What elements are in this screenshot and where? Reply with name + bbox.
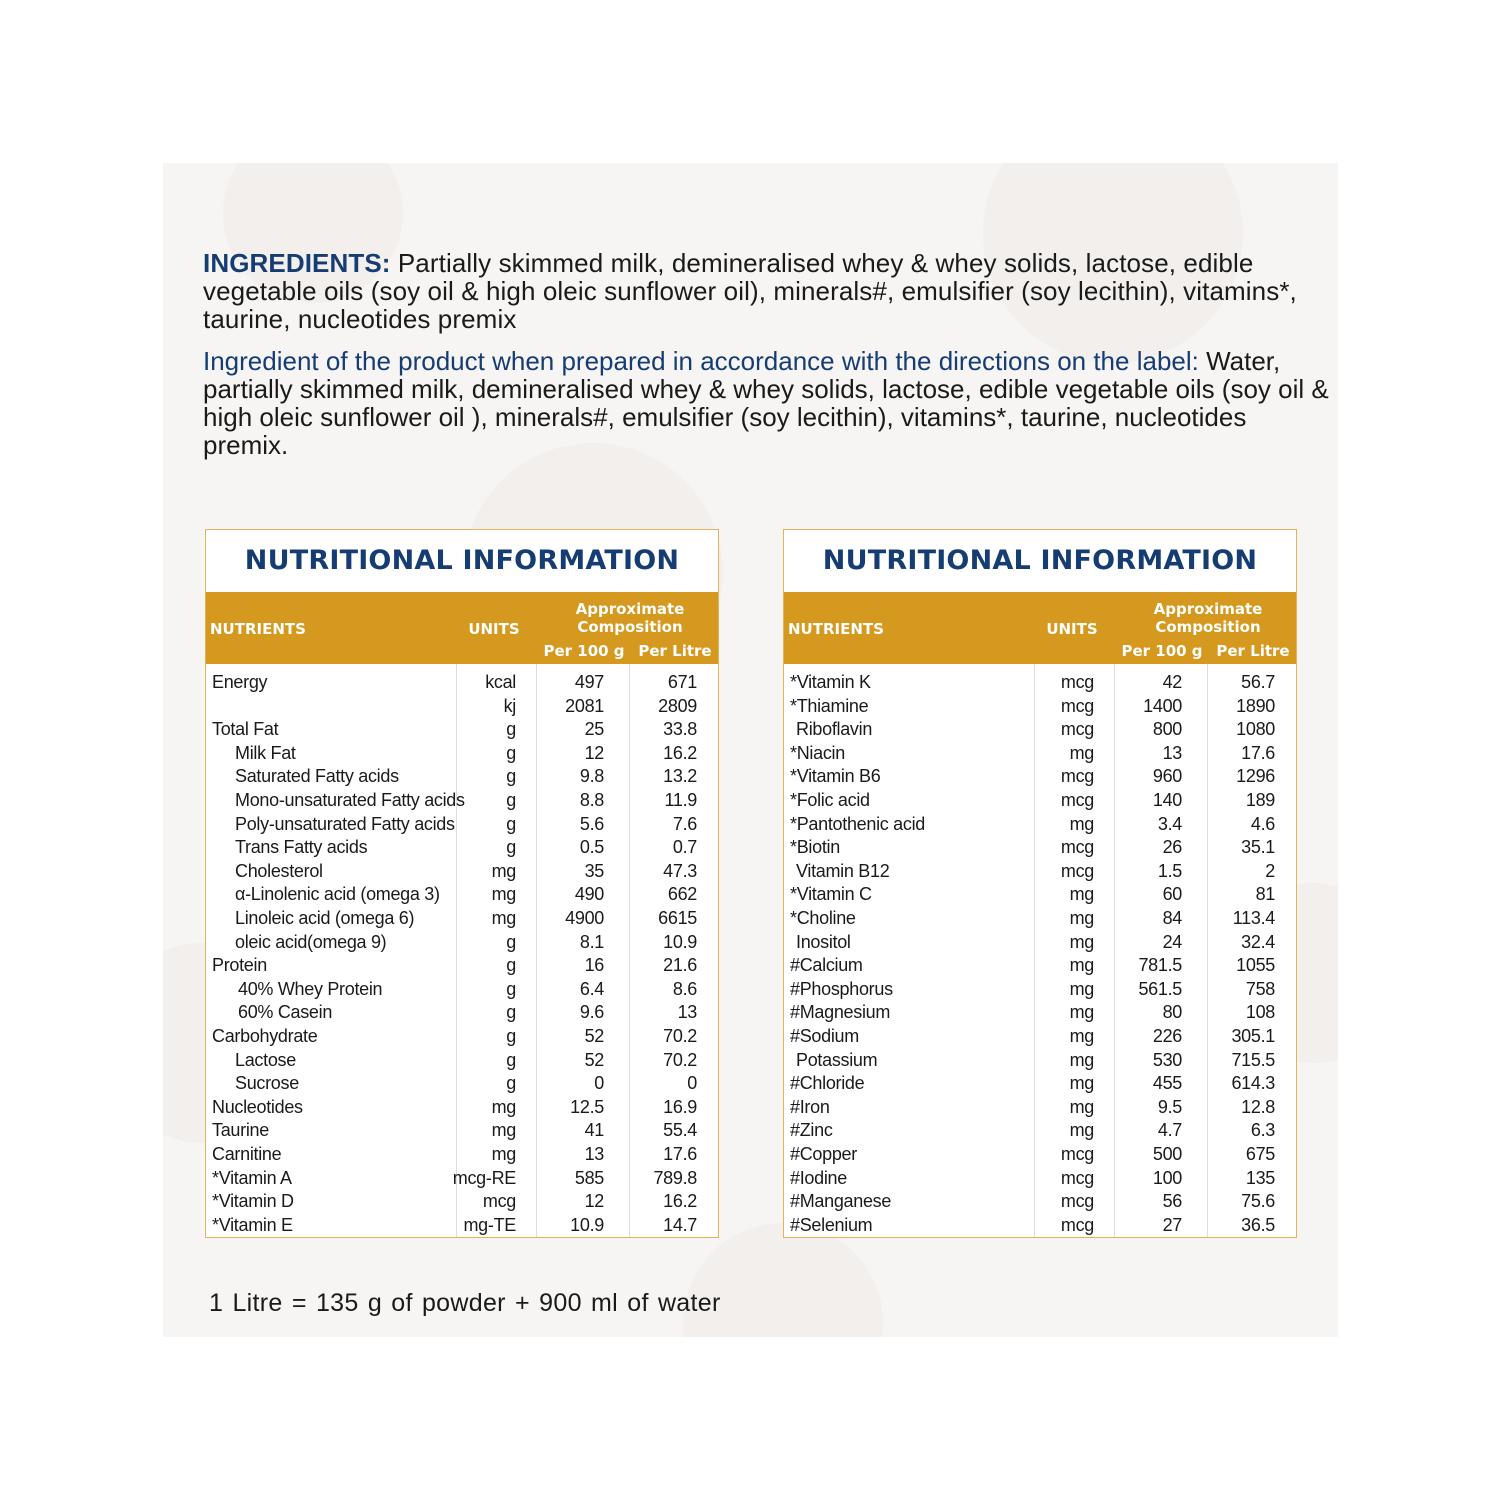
- nutrient-unit: mg: [1069, 1049, 1094, 1070]
- value-per-litre: 14.7: [663, 1214, 697, 1235]
- value-per-100g: 800: [1152, 719, 1182, 740]
- value-per-litre: 17.6: [1241, 742, 1275, 763]
- nutrient-unit: kcal: [485, 672, 516, 692]
- nutrient-name: Lactose: [235, 1049, 296, 1070]
- value-per-100g: 6.4: [579, 978, 604, 999]
- nutrient-name: α-Linolenic acid (omega 3): [235, 884, 440, 905]
- value-per-litre: 1890: [1236, 695, 1275, 716]
- nutrient-name: *Vitamin E: [212, 1214, 293, 1235]
- nutrient-name: Carnitine: [212, 1144, 282, 1164]
- header-units: UNITS: [1046, 620, 1098, 638]
- nutrient-name: 40% Whey Protein: [238, 978, 383, 999]
- value-per-litre: 113.4: [1232, 908, 1275, 928]
- value-per-100g: 781.5: [1138, 955, 1182, 976]
- nutrient-unit: mg: [1069, 742, 1094, 763]
- nutrient-unit: mcg: [1060, 1167, 1094, 1188]
- nutrient-unit: kj: [503, 695, 516, 716]
- value-per-100g: 41: [584, 1120, 604, 1141]
- nutrient-name: #Calcium: [790, 955, 863, 976]
- value-per-litre: 6615: [658, 908, 697, 928]
- table-row: [206, 860, 718, 883]
- nutrient-unit: mg: [491, 884, 516, 905]
- value-per-100g: 226: [1152, 1026, 1182, 1046]
- value-per-100g: 585: [574, 1167, 604, 1188]
- nutrient-name: #Iodine: [790, 1167, 847, 1188]
- value-per-litre: 189: [1245, 790, 1275, 810]
- value-per-litre: 16.2: [663, 742, 697, 763]
- nutrition-table-header: [206, 592, 718, 664]
- nutrient-name: *Vitamin D: [212, 1191, 294, 1212]
- table-row: [784, 954, 1296, 977]
- value-per-100g: 530: [1152, 1049, 1182, 1070]
- table-row: [206, 1190, 718, 1213]
- value-per-litre: 2: [1265, 860, 1275, 881]
- table-row: [784, 813, 1296, 836]
- table-row: [784, 1190, 1296, 1213]
- value-per-100g: 52: [584, 1049, 604, 1070]
- header-per-100g: Per 100 g: [543, 642, 625, 660]
- nutrition-table-header: [784, 592, 1296, 664]
- value-per-litre: 1080: [1236, 719, 1275, 740]
- nutrient-unit: g: [506, 766, 516, 787]
- nutrient-name: Nucleotides: [212, 1096, 303, 1117]
- nutrient-unit: g: [506, 790, 516, 810]
- value-per-100g: 35: [584, 860, 604, 881]
- value-per-100g: 26: [1162, 837, 1182, 858]
- value-per-100g: 455: [1152, 1073, 1182, 1094]
- nutrient-unit: mg: [1069, 813, 1094, 834]
- table-row: [784, 931, 1296, 954]
- preparation-ratio-note: 1 Litre = 135 g of powder + 900 ml of water: [209, 1289, 721, 1317]
- nutrient-unit: g: [506, 1073, 516, 1094]
- value-per-100g: 4900: [565, 908, 604, 928]
- nutrient-name: *Niacin: [790, 742, 845, 763]
- value-per-litre: 11.9: [664, 790, 697, 810]
- nutrient-name: *Vitamin B6: [790, 766, 881, 787]
- nutrient-unit: mg: [1069, 908, 1094, 928]
- value-per-100g: 84: [1162, 908, 1182, 928]
- value-per-litre: 614.3: [1231, 1073, 1275, 1094]
- value-per-litre: 7.6: [672, 813, 697, 834]
- value-per-100g: 0: [594, 1073, 604, 1094]
- nutrient-name: *Vitamin C: [790, 884, 872, 905]
- table-row: [206, 1214, 718, 1237]
- value-per-litre: 33.8: [663, 719, 697, 740]
- value-per-litre: 12.8: [1241, 1096, 1275, 1117]
- nutrient-name: Sucrose: [235, 1073, 299, 1094]
- table-row: [206, 1072, 718, 1095]
- nutrient-name: #Chloride: [790, 1073, 865, 1094]
- table-row: [206, 765, 718, 788]
- nutrient-name: Inositol: [796, 931, 851, 952]
- nutrient-unit: mcg: [482, 1191, 516, 1212]
- nutrient-name: #Zinc: [790, 1120, 833, 1141]
- value-per-litre: 13: [677, 1002, 697, 1023]
- table-row: [784, 671, 1296, 694]
- value-per-litre: 0: [687, 1073, 697, 1094]
- table-row: [784, 765, 1296, 788]
- nutrient-unit: mcg: [1060, 719, 1094, 740]
- value-per-litre: 55.4: [663, 1120, 697, 1141]
- value-per-100g: 52: [584, 1026, 604, 1046]
- value-per-litre: 6.3: [1250, 1120, 1275, 1141]
- value-per-100g: 12: [584, 742, 604, 763]
- table-row: [206, 836, 718, 859]
- table-row: [784, 789, 1296, 812]
- value-per-litre: 13.2: [663, 766, 697, 787]
- table-row: [206, 883, 718, 906]
- value-per-litre: 4.6: [1250, 813, 1275, 834]
- table-row: [206, 742, 718, 765]
- value-per-litre: 1296: [1236, 766, 1275, 787]
- value-per-litre: 108: [1245, 1002, 1275, 1023]
- nutrient-name: Poly-unsaturated Fatty acids: [235, 813, 455, 834]
- value-per-litre: 75.6: [1241, 1191, 1275, 1212]
- nutrient-name: Vitamin B12: [796, 860, 890, 881]
- value-per-100g: 24: [1162, 931, 1182, 952]
- nutrition-table-body: [784, 664, 1296, 1237]
- nutrient-unit: g: [506, 931, 516, 952]
- value-per-100g: 80: [1162, 1002, 1182, 1023]
- table-row: [206, 813, 718, 836]
- value-per-100g: 2081: [565, 695, 604, 716]
- table-row: [206, 931, 718, 954]
- table-row: [206, 954, 718, 977]
- table-row: [206, 1119, 718, 1142]
- value-per-litre: 21.6: [663, 955, 697, 976]
- nutrient-unit: g: [506, 955, 516, 976]
- value-per-100g: 4.7: [1157, 1120, 1182, 1141]
- table-row: [206, 1167, 718, 1190]
- table-row: [206, 1049, 718, 1072]
- value-per-100g: 12.5: [570, 1096, 604, 1117]
- background-bubble: [683, 1223, 883, 1337]
- value-per-litre: 16.2: [663, 1191, 697, 1212]
- ingredients-label: INGREDIENTS:: [203, 248, 391, 278]
- value-per-100g: 9.6: [579, 1002, 604, 1023]
- value-per-litre: 671: [667, 672, 697, 692]
- nutrient-unit: mg: [1069, 1026, 1094, 1046]
- header-per-litre: Per Litre: [1216, 642, 1290, 660]
- value-per-litre: 16.9: [663, 1096, 697, 1117]
- nutrient-name: #Copper: [790, 1144, 857, 1164]
- nutrient-unit: mg: [491, 1144, 516, 1164]
- nutrient-name: #Manganese: [790, 1191, 892, 1212]
- value-per-litre: 1055: [1236, 955, 1275, 976]
- nutrient-unit: mg: [1069, 1073, 1094, 1094]
- nutrient-unit: g: [506, 1002, 516, 1023]
- table-row: [784, 836, 1296, 859]
- table-row: [206, 907, 718, 930]
- nutrient-unit: mcg-RE: [452, 1167, 516, 1188]
- value-per-100g: 9.8: [579, 766, 604, 787]
- table-row: [784, 883, 1296, 906]
- value-per-100g: 561.5: [1138, 978, 1182, 999]
- value-per-100g: 500: [1152, 1144, 1182, 1164]
- nutrient-unit: g: [506, 1026, 516, 1046]
- value-per-100g: 0.5: [579, 837, 604, 858]
- value-per-litre: 70.2: [663, 1049, 697, 1070]
- nutrient-unit: mg: [491, 908, 516, 928]
- value-per-litre: 17.6: [663, 1144, 697, 1164]
- value-per-100g: 13: [1162, 742, 1182, 763]
- nutrient-unit: mg: [1069, 931, 1094, 952]
- table-row: [206, 671, 718, 694]
- nutrient-unit: mg: [1069, 1096, 1094, 1117]
- table-row: [784, 978, 1296, 1001]
- header-approx-composition: Approximate Composition: [1153, 600, 1263, 636]
- value-per-100g: 12: [584, 1191, 604, 1212]
- nutrient-unit: mg: [491, 1096, 516, 1117]
- nutrient-unit: mcg: [1060, 790, 1094, 810]
- nutrient-name: Total Fat: [212, 719, 279, 740]
- table-row: [784, 1072, 1296, 1095]
- nutrient-unit: mg: [491, 1120, 516, 1141]
- nutrient-unit: mcg: [1060, 672, 1094, 692]
- value-per-litre: 81: [1255, 884, 1275, 905]
- nutrient-name: Saturated Fatty acids: [235, 766, 399, 787]
- nutrient-name: Carbohydrate: [212, 1026, 318, 1046]
- table-row: [784, 1049, 1296, 1072]
- value-per-100g: 100: [1152, 1167, 1182, 1188]
- nutrient-unit: mg: [1069, 884, 1094, 905]
- nutrient-name: *Biotin: [790, 837, 840, 858]
- nutrient-name: Mono-unsaturated Fatty acids: [235, 790, 465, 810]
- nutrient-name: Energy: [212, 672, 268, 692]
- value-per-litre: 70.2: [663, 1026, 697, 1046]
- prepared-ingredients-text: Water, partially skimmed milk, demineralised whey & whey solids, lactose, edible vegetable oils (soy oil & high oleic sunflower oil ), minerals#, emulsifier (soy lecithin), vitamins*, taurine, nucleotides premix.: [203, 346, 1329, 460]
- nutrient-name: *Vitamin A: [212, 1167, 292, 1188]
- nutrient-name: *Thiamine: [790, 695, 869, 716]
- nutrient-unit: mg: [1069, 1002, 1094, 1023]
- nutrient-name: Milk Fat: [235, 742, 296, 763]
- table-row: [784, 1167, 1296, 1190]
- value-per-litre: 789.8: [653, 1167, 697, 1188]
- nutrient-unit: mg: [1069, 955, 1094, 976]
- nutrition-table-title: NUTRITIONAL INFORMATION: [822, 545, 1258, 576]
- nutrient-name: Cholesterol: [235, 860, 323, 881]
- nutrient-unit: mcg: [1060, 860, 1094, 881]
- nutrient-unit: g: [506, 837, 516, 858]
- nutrition-table-body: [206, 664, 718, 1237]
- value-per-100g: 9.5: [1157, 1096, 1182, 1117]
- nutrition-table-title: NUTRITIONAL INFORMATION: [244, 545, 680, 576]
- nutrient-name: *Pantothenic acid: [790, 813, 925, 834]
- value-per-100g: 13: [584, 1144, 604, 1164]
- header-nutrients: NUTRIENTS: [788, 620, 884, 638]
- prepared-ingredients-label: Ingredient of the product when prepared in accordance with the directions on the label:: [203, 346, 1199, 376]
- ingredients-paragraph: [203, 249, 1338, 333]
- value-per-litre: 35.1: [1241, 837, 1275, 858]
- nutrient-unit: mcg: [1060, 695, 1094, 716]
- value-per-litre: 662: [667, 884, 697, 905]
- table-row: [206, 718, 718, 741]
- value-per-litre: 0.7: [672, 837, 697, 858]
- product-info-panel: [163, 163, 1338, 1337]
- value-per-100g: 8.1: [579, 931, 604, 952]
- nutrient-name: 60% Casein: [238, 1002, 333, 1023]
- value-per-litre: 8.6: [672, 978, 697, 999]
- nutrient-unit: g: [506, 719, 516, 740]
- nutrient-name: Protein: [212, 955, 267, 976]
- value-per-100g: 960: [1152, 766, 1182, 787]
- nutrient-name: Taurine: [212, 1120, 269, 1141]
- value-per-litre: 47.3: [663, 860, 697, 881]
- value-per-100g: 8.8: [579, 790, 604, 810]
- header-per-100g: Per 100 g: [1121, 642, 1203, 660]
- value-per-100g: 27: [1162, 1214, 1182, 1235]
- nutrient-unit: mcg: [1060, 766, 1094, 787]
- table-row: [784, 907, 1296, 930]
- nutrient-unit: mcg: [1060, 837, 1094, 858]
- nutrient-name: *Vitamin K: [790, 672, 871, 692]
- nutrient-unit: g: [506, 978, 516, 999]
- nutrient-name: #Sodium: [790, 1026, 859, 1046]
- header-approx-composition: Approximate Composition: [575, 600, 685, 636]
- table-row: [784, 1143, 1296, 1166]
- value-per-litre: 675: [1245, 1144, 1275, 1164]
- value-per-litre: 56.7: [1241, 672, 1275, 692]
- nutrient-unit: mcg: [1060, 1214, 1094, 1235]
- value-per-litre: 715.5: [1231, 1049, 1275, 1070]
- table-row: [784, 860, 1296, 883]
- table-row: [784, 1119, 1296, 1142]
- nutrient-name: #Iron: [790, 1096, 830, 1117]
- nutrient-name: #Magnesium: [790, 1002, 891, 1023]
- ingredients-text: Partially skimmed milk, demineralised whey & whey solids, lactose, edible vegetable oils (soy oil & high oleic sunflower oil), minerals#, emulsifier (soy lecithin), vitamins*, taurine, nucleotides premix: [203, 248, 1297, 334]
- table-row: [206, 978, 718, 1001]
- header-nutrients: NUTRIENTS: [210, 620, 306, 638]
- table-row: [206, 695, 718, 718]
- value-per-litre: 2809: [658, 695, 697, 716]
- value-per-100g: 3.4: [1157, 813, 1182, 834]
- nutrient-unit: mg-TE: [463, 1214, 516, 1235]
- table-row: [206, 1025, 718, 1048]
- nutrition-table-left: [205, 529, 719, 1238]
- value-per-100g: 16: [584, 955, 604, 976]
- value-per-100g: 1400: [1143, 695, 1182, 716]
- value-per-litre: 36.5: [1241, 1214, 1275, 1235]
- value-per-100g: 42: [1162, 672, 1182, 692]
- table-row: [206, 1143, 718, 1166]
- nutrient-unit: g: [506, 742, 516, 763]
- value-per-litre: 10.9: [663, 931, 697, 952]
- value-per-100g: 140: [1152, 790, 1182, 810]
- nutrient-unit: g: [506, 813, 516, 834]
- nutrient-name: #Selenium: [790, 1214, 873, 1235]
- nutrient-name: Linoleic acid (omega 6): [235, 908, 415, 928]
- nutrient-name: Riboflavin: [796, 719, 873, 740]
- value-per-100g: 1.5: [1157, 860, 1182, 881]
- value-per-100g: 60: [1162, 884, 1182, 905]
- table-row: [784, 718, 1296, 741]
- table-row: [206, 1001, 718, 1024]
- nutrient-unit: mcg: [1060, 1144, 1094, 1164]
- value-per-100g: 490: [574, 884, 604, 905]
- table-row: [784, 1096, 1296, 1119]
- header-per-litre: Per Litre: [638, 642, 712, 660]
- nutrient-unit: mg: [491, 860, 516, 881]
- nutrient-unit: mg: [1069, 978, 1094, 999]
- value-per-100g: 56: [1162, 1191, 1182, 1212]
- value-per-100g: 5.6: [579, 813, 604, 834]
- value-per-100g: 25: [584, 719, 604, 740]
- value-per-litre: 758: [1245, 978, 1275, 999]
- value-per-100g: 10.9: [570, 1214, 604, 1235]
- nutrient-unit: mcg: [1060, 1191, 1094, 1212]
- prepared-ingredients-paragraph: [203, 347, 1338, 459]
- nutrient-name: *Folic acid: [790, 790, 870, 810]
- table-row: [206, 789, 718, 812]
- value-per-litre: 305.1: [1231, 1026, 1275, 1046]
- table-row: [784, 742, 1296, 765]
- nutrient-name: #Phosphorus: [790, 978, 893, 999]
- table-row: [784, 695, 1296, 718]
- nutrient-name: *Choline: [790, 908, 856, 928]
- nutrient-unit: mg: [1069, 1120, 1094, 1141]
- header-units: UNITS: [468, 620, 520, 638]
- nutrient-name: oleic acid(omega 9): [235, 931, 387, 952]
- table-row: [784, 1001, 1296, 1024]
- table-row: [206, 1096, 718, 1119]
- table-row: [784, 1214, 1296, 1237]
- nutrient-unit: g: [506, 1049, 516, 1070]
- nutrition-table-right: [783, 529, 1297, 1238]
- nutrient-name: Potassium: [796, 1049, 878, 1070]
- nutrient-name: Trans Fatty acids: [235, 837, 368, 858]
- table-row: [784, 1025, 1296, 1048]
- value-per-litre: 135: [1245, 1167, 1275, 1188]
- value-per-litre: 32.4: [1241, 931, 1275, 952]
- value-per-100g: 497: [574, 672, 604, 692]
